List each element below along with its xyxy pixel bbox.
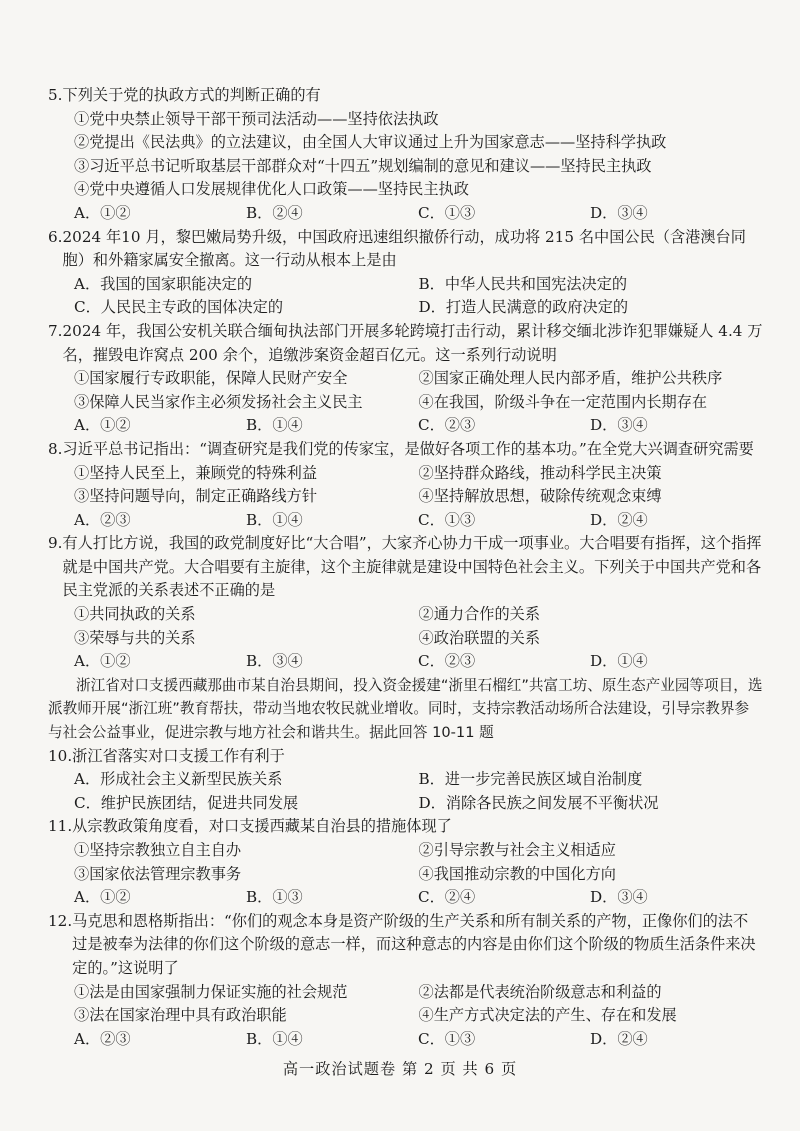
statement-row — [48, 627, 763, 651]
statement: ①坚持人民至上，兼顾党的特殊利益 — [74, 463, 317, 482]
answer-options-row — [48, 296, 763, 320]
statement: ③坚持问题导向，制定正确路线方针 — [74, 487, 317, 506]
statement: ②引导宗教与社会主义相适应 — [418, 841, 616, 859]
question-stem-row — [48, 815, 763, 839]
answer-option: D．①④ — [590, 652, 648, 671]
answer-option: C．②④ — [418, 888, 476, 907]
statement: ①坚持宗教独立自主自办 — [74, 841, 242, 859]
question-item — [48, 226, 763, 320]
answer-option: B．①④ — [246, 1029, 303, 1048]
statement-row — [48, 462, 763, 486]
statement: ④在我国，阶级斗争在一定范围内长期存在 — [418, 392, 708, 411]
statement: ①共同执政的关系 — [74, 605, 196, 624]
answer-option: A．②③ — [74, 1029, 131, 1048]
statement: ④政治联盟的关系 — [418, 628, 540, 647]
statement: ③国家依法管理宗教事务 — [74, 864, 242, 883]
answer-option: C．②③ — [418, 652, 476, 671]
question-number: 10. — [48, 746, 73, 765]
statement: ②通力合作的关系 — [418, 605, 540, 624]
question-item — [48, 532, 763, 674]
answer-option: A．①② — [74, 652, 131, 671]
answer-option: B．③④ — [246, 652, 303, 671]
statement: ③荣辱与共的关系 — [74, 628, 196, 647]
answer-option: C．②③ — [418, 416, 476, 435]
statement: ③习近平总书记听取基层干部群众对“十四五”规划编制的意见和建议——坚持民主执政 — [74, 156, 652, 175]
answer-option: A．①② — [74, 203, 131, 222]
question-stem: 习近平总书记指出：“调查研究是我们党的传家宝，是做好各项工作的基本功。”在全党大兴调查研究需要 — [62, 439, 754, 458]
answer-option: B．②④ — [246, 203, 303, 222]
answer-option: C．①③ — [418, 203, 476, 222]
statement-row — [48, 839, 763, 863]
exam-content — [48, 84, 763, 1051]
question-stem-row — [48, 84, 763, 108]
question-item — [48, 320, 763, 438]
answer-option: B．中华人民共和国宪法决定的 — [418, 274, 628, 293]
statement-row — [48, 485, 763, 509]
answer-option: D．打造人民满意的政府决定的 — [418, 298, 629, 317]
statement: ④我国推动宗教的中国化方向 — [418, 864, 616, 883]
question-stem-row — [48, 438, 763, 462]
question-group-2 — [48, 745, 763, 1052]
answer-option: A．我国的国家职能决定的 — [74, 274, 253, 293]
question-item — [48, 438, 763, 532]
question-number: 12. — [48, 911, 73, 930]
question-number: 9. — [48, 534, 63, 553]
page-footer: 高一政治试题卷 第 2 页 共 6 页 — [282, 1060, 518, 1078]
answer-option: B．①④ — [246, 510, 303, 529]
question-stem: 有人打比方说，我国的政党制度好比“大合唱”，大家齐心协力干成一项事业。大合唱要有指挥，这个指挥就是中国共产党。大合唱要有主旋律，这个主旋律就是建设中国特色社会主义。下列关于中国共产党和各民主党派的关系表述不正确的是 — [62, 534, 762, 600]
statement: ②坚持群众路线，推动科学民主决策 — [418, 463, 662, 482]
statement: ②法都是代表统治阶级意志和利益的 — [418, 982, 662, 1001]
answer-option: D．③④ — [590, 416, 648, 435]
statement: ②党提出《民法典》的立法建议，由全国人大审议通过上升为国家意志——坚持科学执政 — [74, 133, 667, 152]
question-stem-row — [48, 320, 763, 367]
statement: ①党中央禁止领导干部干预司法活动——坚持依法执政 — [74, 109, 439, 128]
statement-row — [48, 863, 763, 887]
answer-option: C．人民民主专政的国体决定的 — [74, 298, 284, 317]
question-group-1 — [48, 84, 763, 674]
answer-option: A．②③ — [74, 510, 131, 529]
answer-options-row — [48, 650, 763, 674]
statement-row — [48, 1004, 763, 1028]
question-number: 11. — [48, 817, 73, 836]
statement: ①国家履行专政职能，保障人民财产安全 — [74, 369, 348, 388]
statement-row — [48, 981, 763, 1005]
question-stem-row — [48, 910, 763, 981]
answer-option: D．③④ — [590, 203, 648, 222]
answer-option: D．消除各民族之间发展不平衡状况 — [418, 793, 659, 812]
reading-passage: 浙江省对口支援西藏那曲市某自治县期间，投入资金援建“浙里石榴红”共富工坊、原生态产业园等项目，选派教师开展“浙江班”教育帮扶，带动当地农牧民就业增收。同时，支持宗教活动场所合法建设，引导宗教界参与社会公益事业，促进宗教与地方社会和谐共生。据此回答 10-11 题 — [48, 676, 763, 742]
question-item — [48, 815, 763, 909]
question-item — [48, 910, 763, 1052]
statement: ③保障人民当家作主必须发扬社会主义民主 — [74, 392, 363, 411]
statement: ①法是由国家强制力保证实施的社会规范 — [74, 982, 348, 1001]
answer-options-row — [48, 273, 763, 297]
answer-options-row — [48, 886, 763, 910]
answer-option: C．①③ — [418, 510, 476, 529]
answer-option: B．①④ — [246, 416, 303, 435]
question-item — [48, 745, 763, 816]
answer-option: A．形成社会主义新型民族关系 — [74, 770, 283, 789]
question-stem: 从宗教政策角度看，对口支援西藏某自治县的措施体现了 — [72, 817, 452, 836]
statement: ②国家正确处理人民内部矛盾，维护公共秩序 — [418, 369, 723, 388]
answer-options-row — [48, 792, 763, 816]
answer-options-row — [48, 202, 763, 226]
answer-options-row — [48, 509, 763, 533]
statement-row — [48, 367, 763, 391]
question-stem: 2024 年，我国公安机关联合缅甸执法部门开展多轮跨境打击行动，累计移交缅北涉诈犯罪嫌疑人 4.4 万名，摧毁电诈窝点 200 余个，追缴涉案资金超百亿元。这一系列行动说明 — [62, 321, 763, 364]
answer-options-row — [48, 414, 763, 438]
answer-option: A．①② — [74, 416, 131, 435]
answer-option: D．③④ — [590, 888, 648, 907]
answer-option: D．②④ — [590, 1029, 648, 1048]
answer-option: C．维护民族团结，促进共同发展 — [74, 793, 299, 812]
question-stem-row — [48, 532, 763, 603]
statement: ④生产方式决定法的产生、存在和发展 — [418, 1006, 677, 1025]
question-stem: 下列关于党的执政方式的判断正确的有 — [62, 86, 321, 104]
statement: ④坚持解放思想，破除传统观念束缚 — [418, 487, 662, 506]
question-number: 5. — [48, 86, 63, 104]
statement-row — [48, 391, 763, 415]
question-stem: 2024 年10 月，黎巴嫩局势升级，中国政府迅速组织撤侨行动，成功将 215 名中国公民（含港澳台同胞）和外籍家属安全撤离。这一行动从根本上是由 — [62, 227, 746, 270]
statement: ③法在国家治理中具有政治职能 — [74, 1006, 287, 1025]
answer-option: B．①③ — [246, 888, 303, 907]
answer-option: C．①③ — [418, 1029, 476, 1048]
question-number: 7. — [48, 321, 63, 340]
answer-options-row — [48, 1028, 763, 1052]
statement-row — [48, 603, 763, 627]
question-number: 6. — [48, 227, 63, 246]
question-number: 8. — [48, 439, 63, 458]
question-stem-row — [48, 745, 763, 769]
question-stem: 浙江省落实对口支援工作有利于 — [72, 746, 285, 765]
answer-options-row — [48, 768, 763, 792]
question-stem-row — [48, 226, 763, 273]
statement: ④党中央遵循人口发展规律优化人口政策——坚持民主执政 — [74, 180, 469, 199]
question-stem: 马克思和恩格斯指出：“你们的观念本身是资产阶级的生产关系和所有制关系的产物，正像你们的法不过是被奉为法律的你们这个阶级的意志一样，而这种意志的内容是由你们这个阶级的物质生活条件来决定的。”这说明了 — [72, 911, 756, 977]
question-item — [48, 84, 763, 226]
answer-option: D．②④ — [590, 510, 648, 529]
answer-option: B．进一步完善民族区域自治制度 — [418, 770, 643, 789]
answer-option: A．①② — [74, 888, 131, 907]
